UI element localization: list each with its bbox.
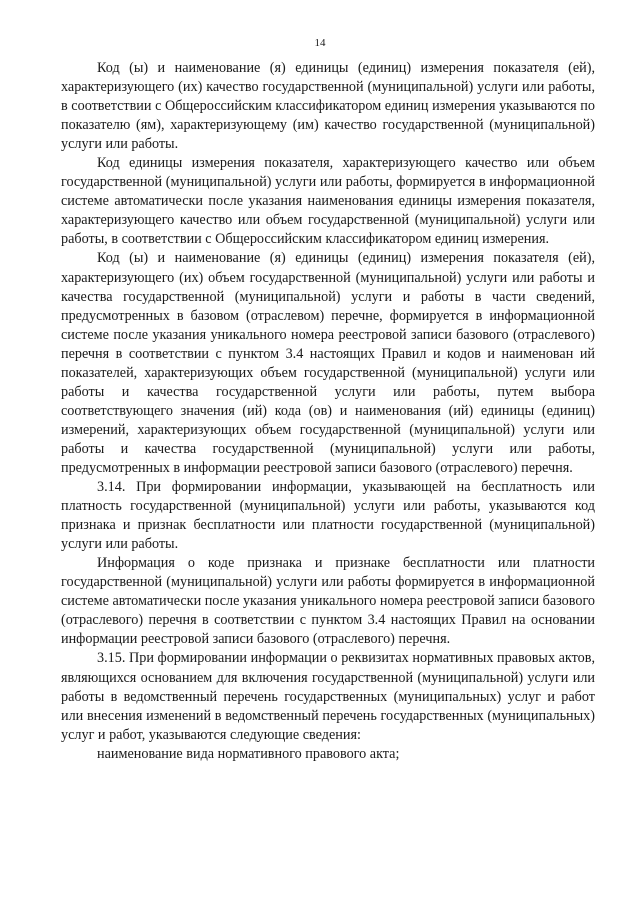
paragraph-act-type-name: наименование вида нормативного правового акта; bbox=[97, 745, 400, 762]
paragraph-3-15: 3.15. При формировании информации о реквизитах нормативных правовых актов, являющихся основанием для включения государственной (муниципальной) услуги или работы в ведомственный перечень государственных (муниципальных) услуг и работ или внесения изменений в ведомственный перечень государственных (муниципальных) услуг и работ, указываются следующие сведения: bbox=[61, 650, 595, 743]
paragraph-3-14: 3.14. При формировании информации, указывающей на бесплатность или платность государственной (муниципальной) услуги или работы, указываются код признака и признак бесплатности или платности государственной (муниципальной) услуги или работы. bbox=[61, 479, 595, 553]
page-number: 14 bbox=[314, 37, 326, 49]
paragraph-unit-codes-volume: Код (ы) и наименование (я) единицы (единиц) измерения показателя (ей), характеризующего (их) объем государственной (муниципальной) услуги или работы и качества государственной (муниципальной) услуги и работы в части сведений, предусмотренных в базовом (отраслевом) перечне, формируется в информационной системе после указания уникального номера реестровой записи базового (отраслевого) перечня в соответствии с пунктом 3.4 настоящих Правил и кодов и наименован ий показателей, характеризующих объем государственной (муниципальной) услуги или работы и качества государственной услуги или работы, путем выбора соответствующего значения (ий) кода (ов) и наименования (ий) единицы (единиц) измерений, характеризующих объем государственной (муниципальной) услуги или работы и качества государственной (муниципальной) услуги или работы, предусмотренных в информации реестровой записи базового (отраслевого) перечня. bbox=[61, 250, 595, 476]
document-body bbox=[61, 59, 595, 764]
paragraph-free-paid-info: Информация о коде признака и признаке бесплатности или платности государственной (муниципальной) услуги или работы формируется в информационной системе автоматически после указания уникального номера реестровой записи базового (отраслевого) перечня в соответствии с пунктом 3.4 настоящих Правил на основании информации реестровой записи базового (отраслевого) перечня. bbox=[61, 555, 595, 648]
paragraph-unit-code-auto: Код единицы измерения показателя, характеризующего качество или объем государственной (муниципальной) услуги или работы, формируется в информационной системе автоматически после указания наименования единицы измерения показателя, характеризующего качество или объем государственной (муниципальной) услуги или работы, в соответствии с Общероссийским классификатором единиц измерения. bbox=[61, 155, 595, 248]
paragraph-unit-codes-quality: Код (ы) и наименование (я) единицы (единиц) измерения показателя (ей), характеризующего (их) качество государственной (муниципальной) услуги или работы, в соответствии с Общероссийским классификатором единиц измерения указываются по показателю (ям), характеризующему (им) качество государственной (муниципальной) услуги или работы. bbox=[61, 60, 595, 153]
